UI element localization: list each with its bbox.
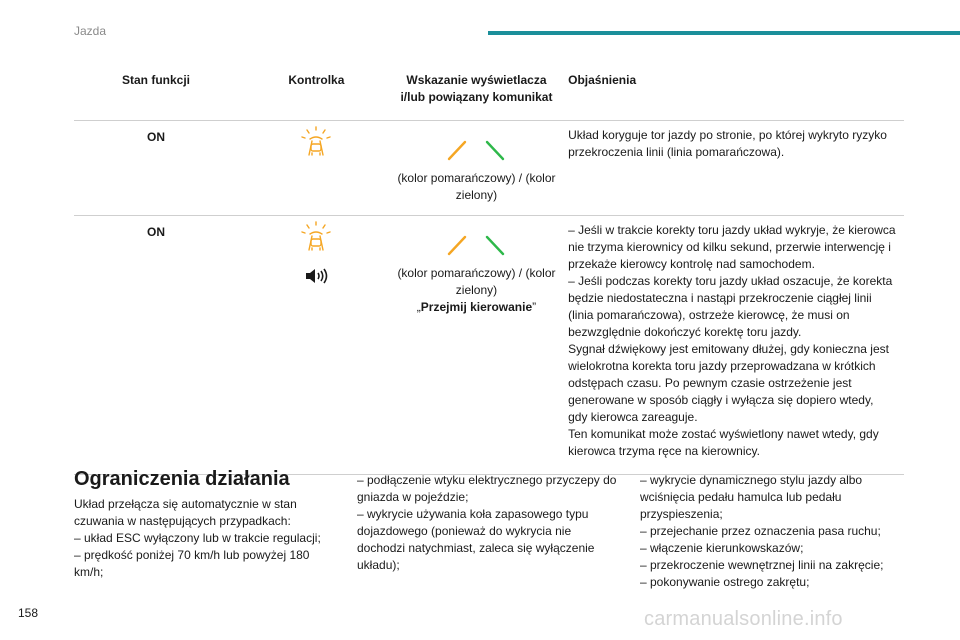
lane-lines-display — [445, 234, 507, 261]
display-cell — [395, 121, 558, 216]
table-row — [74, 216, 904, 475]
text-column-3 — [640, 472, 902, 591]
orange-lane-line-icon — [449, 142, 465, 159]
header-state: Stan funkcji — [74, 66, 238, 121]
explanation-cell — [558, 216, 904, 475]
explanation-line: – Jeśli podczas korekty toru jazdy układ oszacuje, że korekta będzie niedostateczna i nastąpi przekroczenie ciągłej linii (linia pomarańczowa), ostrzeże kierowcę, że musi on bezwzględnie dokończyć korektę toru jazdy. — [568, 274, 893, 339]
header-display: Wskazanie wyświetlacza i/lub powiązany komunikat — [395, 66, 558, 121]
list-item: – wykrycie używania koła zapasowego typu dojazdowego (ponieważ do wykrycia nie dochodzi natychmiast, zaleca się wyłączenie układu); — [357, 507, 595, 572]
list-item: – wykrycie dynamicznego stylu jazdy albo wciśnięcia pedału hamulca lub pedału przyspieszenia; — [640, 473, 863, 521]
explanation-cell: Układ koryguje tor jazdy po stronie, po której wykryto ryzyko przekroczenia linii (linia pomarańczowa). — [558, 121, 904, 216]
header-explanation: Objaśnienia — [558, 66, 904, 121]
section-title: Ograniczenia działania — [74, 468, 290, 490]
list-item: – przejechanie przez oznaczenia pasa ruchu; — [640, 524, 881, 538]
explanation-line: Ten komunikat może zostać wyświetlony nawet wtedy, gdy kierowca trzyma ręce na kierownicy. — [568, 427, 879, 458]
explanation-line: Sygnał dźwiękowy jest emitowany dłużej, gdy konieczna jest wielokrotna korekta toru jazdy przeprowadzana w krótkich odstępach czasu. Po pewnym czasie ostrzeżenie jest generowane w sposób ciągły i wyłącza się dopiero wtedy, gdy kierowca zareaguje. — [568, 342, 889, 424]
list-item: – włączenie kierunkowskazów; — [640, 541, 804, 555]
watermark: carmanualsonline.info — [644, 608, 843, 630]
text-column-1 — [74, 496, 326, 581]
display-color-text: (kolor pomarańczowy) / (kolor zielony) — [397, 266, 556, 297]
green-lane-line-icon — [487, 142, 503, 159]
orange-lane-line-icon — [449, 237, 465, 254]
function-status-table — [74, 66, 904, 475]
display-cell — [395, 216, 558, 475]
header-accent-bar — [488, 31, 960, 35]
table-header-row — [74, 66, 904, 121]
list-item: – podłączenie wtyku elektrycznego przyczepy do gniazda w pojeździe; — [357, 473, 617, 504]
quote-close: ” — [532, 300, 537, 314]
lane-lines-display — [445, 139, 507, 166]
page-number: 158 — [18, 606, 39, 620]
section-header-label: Jazda — [74, 24, 107, 38]
state-cell: ON — [74, 121, 238, 216]
state-cell: ON — [74, 216, 238, 475]
display-color-text: (kolor pomarańczowy) / (kolor zielony) — [397, 171, 556, 202]
message-text: Przejmij kierowanie — [420, 300, 533, 314]
header-indicator: Kontrolka — [238, 66, 395, 121]
quote-open: „ — [416, 300, 421, 314]
green-lane-line-icon — [487, 237, 503, 254]
display-message — [395, 299, 558, 316]
list-item: – przekroczenie wewnętrznej linii na zakręcie; — [640, 558, 884, 572]
lane-keeping-warning-icon — [299, 220, 333, 259]
table-row — [74, 121, 904, 216]
list-item: – układ ESC wyłączony lub w trakcie regulacji; — [74, 531, 321, 545]
indicator-cell — [238, 216, 395, 475]
paragraph: Układ przełącza się automatycznie w stan czuwania w następujących przypadkach: — [74, 497, 297, 528]
list-item: – pokonywanie ostrego zakrętu; — [640, 575, 810, 589]
text-column-2 — [357, 472, 619, 574]
speaker-icon — [304, 267, 328, 290]
explanation-line: – Jeśli w trakcie korekty toru jazdy układ wykryje, że kierowca nie trzyma kierownicy od kilku sekund, przerwie interwencję i przekaże kierowcy kontrolę nad samochodem. — [568, 223, 896, 271]
list-item: – prędkość poniżej 70 km/h lub powyżej 180 km/h; — [74, 548, 310, 579]
indicator-cell — [238, 121, 395, 216]
lane-keeping-warning-icon — [299, 125, 333, 164]
